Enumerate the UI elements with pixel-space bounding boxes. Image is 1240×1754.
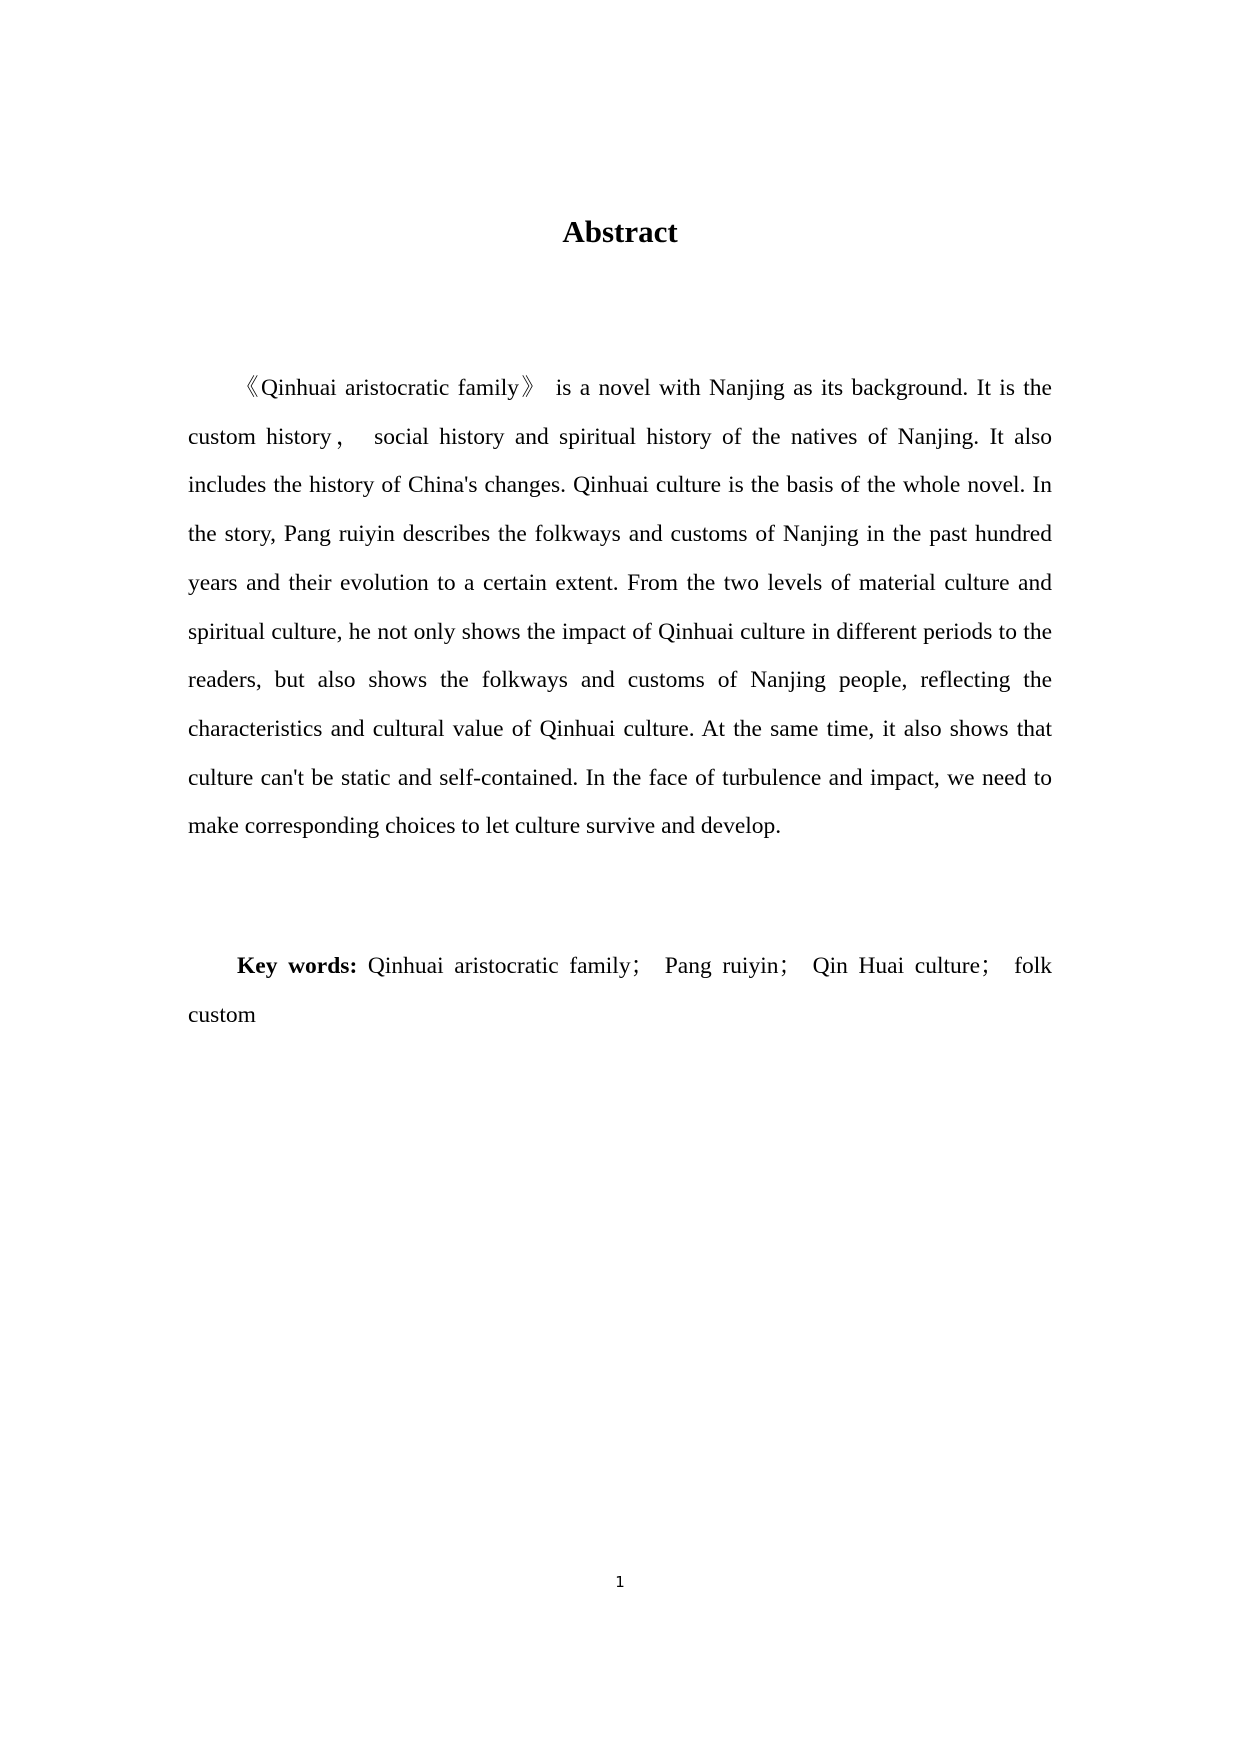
page-number: 1 (615, 1573, 625, 1591)
page-title: Abstract (562, 214, 678, 249)
keywords-label: Key words: (237, 953, 358, 979)
keywords-list: Qinhuai aristocratic family； Pang ruiyin； Qin Huai culture； folk custom (188, 953, 1052, 1028)
abstract-paragraph: 《Qinhuai aristocratic family》 is a novel with Nanjing as its background. It is the custom history， social history and spiritual history of the natives of Nanjing. It also includes the history of China's changes. Qinhuai culture is the basis of the whole novel. In the story, Pang ruiyin describes the folkways and customs of Nanjing in the past hundred years and their evolution to a certain extent. From the two levels of material culture and spiritual culture, he not only shows the impact of Qinhuai culture in different periods to the readers, but also shows the folkways and customs of Nanjing people, reflecting the characteristics and cultural value of Qinhuai culture. At the same time, it also shows that culture can't be static and self-contained. In the face of turbulence and impact, we need to make corresponding choices to let culture survive and develop. (188, 375, 1052, 840)
keywords-paragraph (188, 942, 1052, 1039)
